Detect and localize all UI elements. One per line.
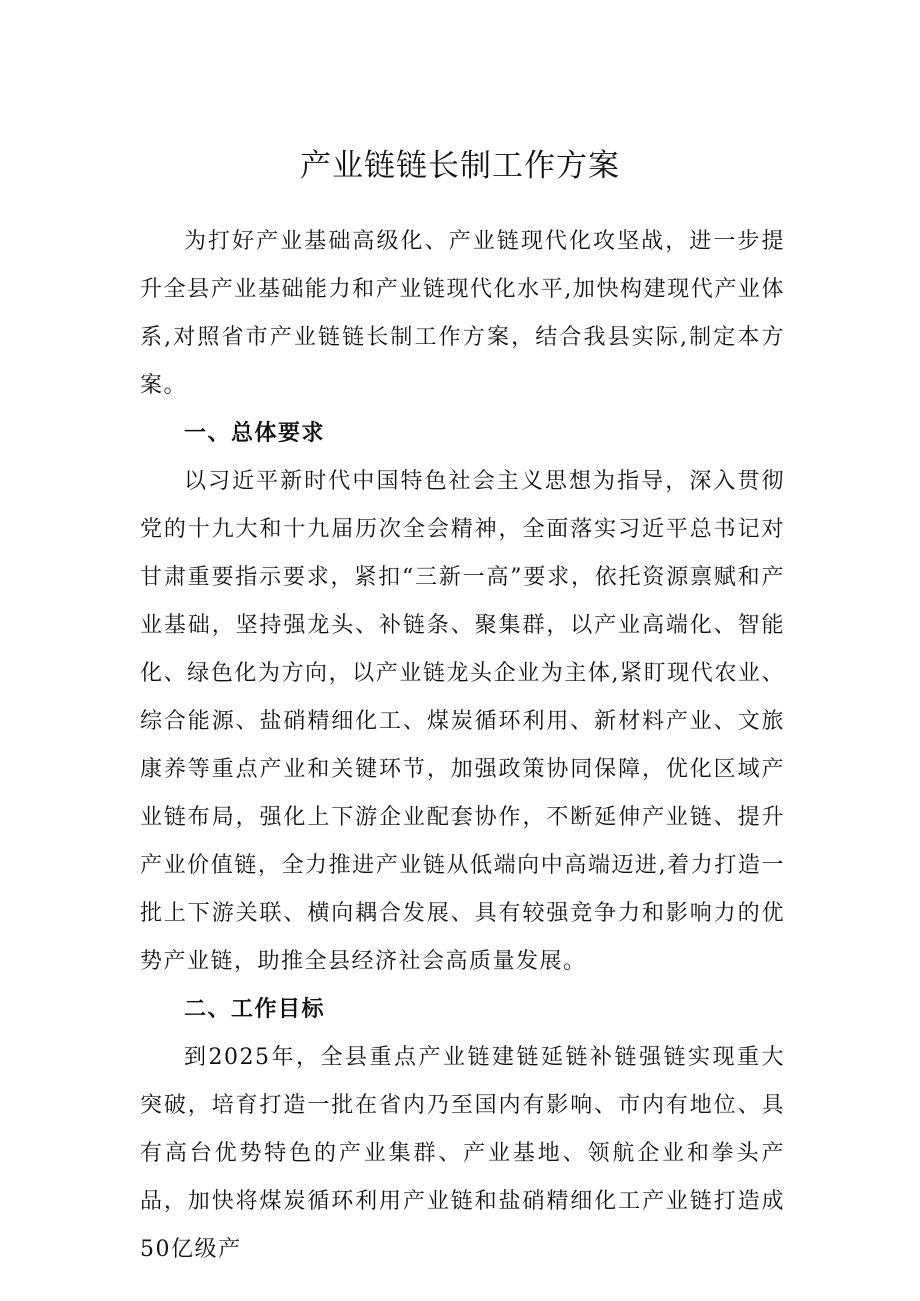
section-heading-general-requirements: 一、总体要求 [184, 421, 326, 446]
intro-paragraph: 为打好产业基础高级化、产业链现代化攻坚战，进一步提升全县产业基础能力和产业链现代化水平,加快构建现代产业体系,对照省市产业链链长制工作方案，结合我县实际,制定本方案。 [140, 229, 785, 398]
section-heading-work-goals: 二、工作目标 [184, 997, 326, 1022]
section-body-general-requirements: 以习近平新时代中国特色社会主义思想为指导，深入贯彻党的十九大和十九届历次全会精神，全面落实习近平总书记对甘肃重要指示要求，紧扣“三新一高”要求，依托资源禀赋和产业基础，坚持强龙头、补链条、聚集群，以产业高端化、智能化、绿色化为方向，以产业链龙头企业为主体,紧盯现代农业、综合能源、盐硝精细化工、煤炭循环利用、新材料产业、文旅康养等重点产业和关键环节，加强政策协同保障，优化区域产业链布局，强化上下游企业配套协作，不断延伸产业链、提升产业价值链，全力推进产业链从低端向中高端迈进,着力打造一批上下游关联、横向耦合发展、具有较强竞争力和影响力的优势产业链，助推全县经济社会高质量发展。 [140, 469, 785, 974]
section-body-work-goals: 到2025年，全县重点产业链建链延链补链强链实现重大突破，培育打造一批在省内乃至国内有影响、市内有地位、具有高台优势特色的产业集群、产业基地、领航企业和拳头产品，加快将煤炭循环利用产业链和盐硝精细化工产业链打造成50亿级产 [140, 1045, 785, 1262]
document-title: 产业链链长制工作方案 [300, 148, 620, 184]
document-body [140, 218, 785, 1274]
